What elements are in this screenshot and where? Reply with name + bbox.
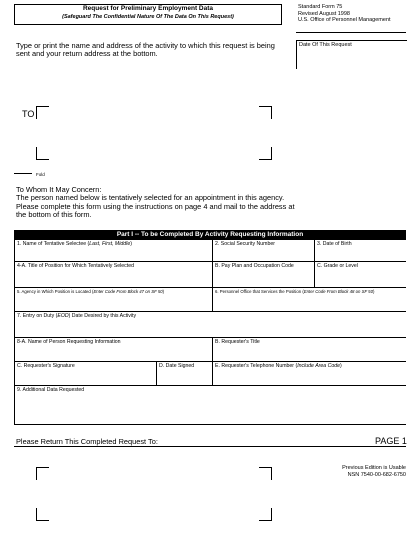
- requester-phone-hint: Include Area Code: [297, 363, 340, 369]
- fold-line: [14, 173, 32, 174]
- form-number: Standard Form 75: [298, 4, 343, 10]
- form-info: [298, 4, 391, 24]
- form-title: Request for Preliminary Employment Data: [82, 5, 214, 12]
- return-corner-bottom-right: [259, 508, 272, 521]
- selectee-name-hint: Last, First, Middle: [89, 241, 131, 247]
- return-corner-bottom-left: [36, 508, 49, 521]
- return-corner-top-left: [36, 467, 49, 480]
- eod-label-rest: ) Date Desired by this Activity: [68, 313, 137, 319]
- form-subtitle: (Safeguard The Confidential Nature Of The Data On This Request): [62, 14, 234, 20]
- return-divider: [14, 446, 406, 447]
- agency-underline: [296, 32, 406, 33]
- address-corner-bottom-right: [259, 147, 272, 160]
- selectee-name-close: ): [130, 241, 132, 247]
- previous-edition-note: Previous Edition is Usable: [342, 465, 406, 471]
- personnel-office-hint: Enter Code From Block 48 on SF 50: [303, 289, 373, 294]
- ssn-label: 2. Social Security Number: [215, 241, 275, 247]
- requester-title-field[interactable]: [212, 337, 406, 361]
- grade-level-label: C. Grade or Level: [317, 263, 358, 269]
- part1-header: Part I -- To be Completed By Activity Requesting Information: [14, 230, 406, 239]
- date-of-birth-label: 3. Date of Birth: [317, 241, 352, 247]
- agency-code-field[interactable]: [14, 287, 212, 311]
- position-title-label: 4-A. Title of Position for Which Tentatively Selected: [17, 263, 134, 269]
- requester-signature-label: C. Requester's Signature: [17, 363, 75, 369]
- address-instructions: Type or print the name and address of the activity to which this request is being sent and your return address at the bottom.: [16, 41, 275, 59]
- form-title-box: [14, 4, 282, 25]
- requester-phone-close: ): [340, 363, 342, 369]
- requester-name-label: 8-A. Name of Person Requesting Information: [17, 339, 121, 345]
- agency-code-hint: Enter Code From Block 47 on SF 50: [93, 289, 163, 294]
- position-title-field[interactable]: [14, 261, 212, 287]
- return-address-label: Please Return This Completed Request To:: [16, 437, 158, 446]
- eod-hint: EOD: [57, 313, 69, 319]
- fold-label: Fold: [36, 172, 45, 177]
- ssn-field[interactable]: [212, 239, 314, 261]
- address-corner-top-left: [36, 106, 49, 119]
- requester-name-field[interactable]: [14, 337, 212, 361]
- pay-plan-field[interactable]: [212, 261, 314, 287]
- agency-code-label: 5. Agency in Which Position is Located (: [17, 289, 94, 294]
- requester-signature-field[interactable]: [14, 361, 156, 385]
- date-signed-field[interactable]: [156, 361, 212, 385]
- personnel-office-field[interactable]: [212, 287, 406, 311]
- eod-label: 7. Entry on Duty (: [17, 313, 58, 319]
- agency-code-close: ): [162, 289, 165, 294]
- pay-plan-label: B. Pay Plan and Occupation Code: [215, 263, 294, 269]
- date-signed-label: D. Date Signed: [159, 363, 195, 369]
- edition-info: [330, 465, 406, 479]
- date-of-request-field[interactable]: [296, 40, 407, 69]
- personnel-office-label: 6. Personnel Office that Services the Position (: [215, 289, 304, 294]
- additional-data-label: 9. Additional Data Requested: [17, 387, 85, 393]
- letter-body: The person named below is tentatively selected for an appointment in this agency. Please complete this form using the instructions on page 4 and mail to the address at the bottom of this form.: [16, 193, 295, 220]
- additional-data-field[interactable]: [14, 385, 406, 425]
- letter-salutation: To Whom It May Concern:: [16, 185, 102, 194]
- form-revised: Revised August 1998: [298, 10, 350, 17]
- requester-phone-field[interactable]: [212, 361, 406, 385]
- eod-date-field[interactable]: [14, 311, 406, 337]
- page-number: PAGE 1: [375, 436, 407, 446]
- requester-phone-label: E. Requester's Telephone Number (: [215, 363, 298, 369]
- date-of-request-label: Date Of This Request: [299, 42, 352, 48]
- selectee-name-field[interactable]: [14, 239, 212, 261]
- letter-text: [16, 186, 296, 220]
- form-agency: U.S. Office of Personnel Management: [298, 17, 391, 23]
- date-of-birth-field[interactable]: [314, 239, 406, 261]
- address-corner-top-right: [259, 106, 272, 119]
- address-corner-bottom-left: [36, 147, 49, 160]
- return-corner-top-right: [259, 467, 272, 480]
- nsn-number: NSN 7540-00-682-6750: [347, 472, 406, 478]
- requester-title-label: B. Requester's Title: [215, 339, 260, 345]
- to-label: TO: [22, 109, 35, 119]
- personnel-office-close: ): [372, 289, 375, 294]
- grade-level-field[interactable]: [314, 261, 406, 287]
- selectee-name-label: 1. Name of Tentative Selectee (: [17, 241, 90, 247]
